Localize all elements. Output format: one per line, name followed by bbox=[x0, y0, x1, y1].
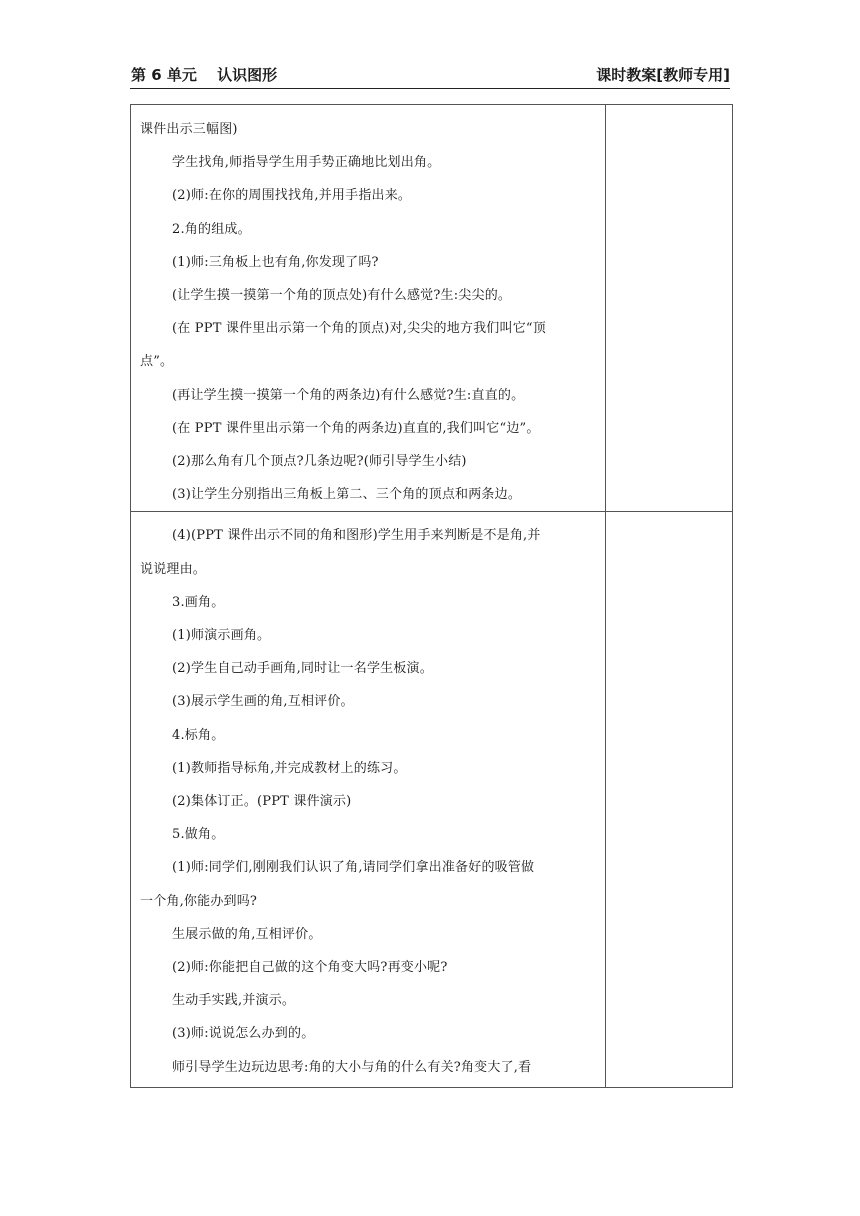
text-line: 课件出示三幅图) bbox=[140, 122, 238, 137]
text-line: 学生找角,师指导学生用手势正确地比划出角。 bbox=[172, 155, 441, 171]
unit-title: 第 6 单元 认识图形 bbox=[131, 66, 278, 84]
text-line: 3.画角。 bbox=[172, 594, 225, 610]
notes-cell bbox=[606, 105, 733, 512]
text-line: 5.做角。 bbox=[172, 827, 225, 843]
text-line: (在 PPT 课件里出示第一个角的顶点)对,尖尖的地方我们叫它“顶 bbox=[172, 321, 546, 337]
text-line: 4.标角。 bbox=[172, 727, 225, 743]
text-line: (3)师:说说怎么办到的。 bbox=[172, 1026, 315, 1042]
lesson-plan-table bbox=[130, 104, 733, 1088]
text-line: (2)师:在你的周围找找角,并用手指出来。 bbox=[172, 188, 412, 204]
table-row bbox=[131, 512, 733, 1088]
text-line: (3)让学生分别指出三角板上第二、三个角的顶点和两条边。 bbox=[172, 487, 522, 503]
text-line: 师引导学生边玩边思考:角的大小与角的什么有关?角变大了,看 bbox=[172, 1059, 532, 1075]
text-line: (2)学生自己动手画角,同时让一名学生板演。 bbox=[172, 661, 433, 677]
notes-cell bbox=[606, 512, 733, 1088]
text-line: (1)师:同学们,刚刚我们认识了角,请同学们拿出准备好的吸管做 bbox=[172, 860, 535, 876]
text-line: (让学生摸一摸第一个角的顶点处)有什么感觉?生:尖尖的。 bbox=[172, 288, 512, 304]
text-line: 2.角的组成。 bbox=[172, 221, 251, 237]
page-header bbox=[130, 62, 730, 89]
text-line: 一个角,你能办到吗? bbox=[140, 893, 258, 909]
teaching-process-cell bbox=[131, 512, 606, 1088]
paragraph-list bbox=[131, 105, 605, 511]
text-line: 生展示做的角,互相评价。 bbox=[172, 926, 322, 942]
text-line: (1)教师指导标角,并完成教材上的练习。 bbox=[172, 760, 407, 776]
paragraph-list bbox=[131, 512, 605, 1083]
table-row bbox=[131, 105, 733, 512]
teaching-process-cell bbox=[131, 105, 606, 512]
text-line: (3)展示学生画的角,互相评价。 bbox=[172, 694, 354, 710]
text-line: (4)(PPT 课件出示不同的角和图形)学生用手来判断是不是角,并 bbox=[172, 528, 541, 544]
text-line: (在 PPT 课件里出示第一个角的两条边)直直的,我们叫它“边”。 bbox=[172, 420, 540, 436]
text-line: (2)那么角有几个顶点?几条边呢?(师引导学生小结) bbox=[172, 454, 467, 470]
text-line: 生动手实践,并演示。 bbox=[172, 993, 296, 1009]
text-line: (1)师演示画角。 bbox=[172, 628, 271, 644]
text-line: 说说理由。 bbox=[140, 561, 207, 577]
text-line: (1)师:三角板上也有角,你发现了吗? bbox=[172, 254, 379, 270]
text-line: (2)师:你能把自己做的这个角变大吗?再变小呢? bbox=[172, 960, 448, 976]
text-line: (再让学生摸一摸第一个角的两条边)有什么感觉?生:直直的。 bbox=[172, 387, 525, 403]
document-type-label: 课时教案[教师专用] bbox=[596, 66, 730, 84]
text-line: 点”。 bbox=[140, 354, 174, 370]
text-line: (2)集体订正。(PPT 课件演示) bbox=[172, 794, 352, 810]
